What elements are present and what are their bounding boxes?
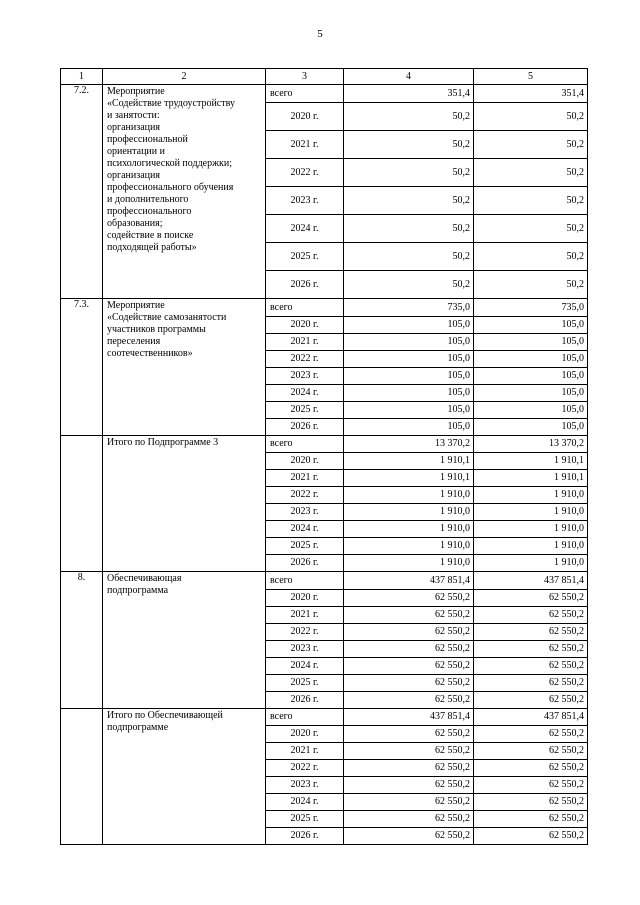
amount-cell-col5: 50,2 (474, 271, 588, 299)
header-cell-1: 1 (61, 69, 103, 85)
year-cell: 2025 г. (266, 402, 344, 419)
year-cell: 2020 г. (266, 103, 344, 131)
year-cell: 2021 г. (266, 334, 344, 351)
amount-cell-col5: 62 550,2 (474, 624, 588, 641)
amount-cell-col4: 1 910,1 (344, 470, 474, 487)
year-cell: 2023 г. (266, 368, 344, 385)
amount-cell-col5: 105,0 (474, 402, 588, 419)
amount-cell-col4: 437 851,4 (344, 709, 474, 726)
item-name-cell: Мероприятие «Содействие самозанятости участников программы переселения соотечественников» (103, 299, 266, 436)
year-cell: 2020 г. (266, 453, 344, 470)
amount-cell-col4: 62 550,2 (344, 828, 474, 845)
year-cell: 2024 г. (266, 215, 344, 243)
amount-cell-col4: 62 550,2 (344, 811, 474, 828)
amount-cell-col4: 1 910,0 (344, 538, 474, 555)
amount-cell-col4: 1 910,0 (344, 555, 474, 572)
amount-cell-col5: 105,0 (474, 419, 588, 436)
year-cell: 2024 г. (266, 658, 344, 675)
amount-cell-col5: 62 550,2 (474, 692, 588, 709)
year-cell: 2024 г. (266, 385, 344, 402)
table-row (61, 436, 588, 453)
amount-cell-col4: 50,2 (344, 271, 474, 299)
year-cell: 2023 г. (266, 187, 344, 215)
amount-cell-col4: 50,2 (344, 103, 474, 131)
year-cell: 2022 г. (266, 760, 344, 777)
amount-cell-col5: 62 550,2 (474, 760, 588, 777)
year-cell: всего (266, 572, 344, 590)
item-number-cell: 8. (61, 572, 103, 709)
amount-cell-col5: 13 370,2 (474, 436, 588, 453)
year-cell: 2026 г. (266, 555, 344, 572)
amount-cell-col5: 50,2 (474, 131, 588, 159)
amount-cell-col5: 62 550,2 (474, 811, 588, 828)
amount-cell-col5: 62 550,2 (474, 607, 588, 624)
amount-cell-col5: 1 910,0 (474, 487, 588, 504)
amount-cell-col5: 62 550,2 (474, 641, 588, 658)
year-cell: 2020 г. (266, 726, 344, 743)
amount-cell-col4: 50,2 (344, 215, 474, 243)
amount-cell-col5: 105,0 (474, 334, 588, 351)
amount-cell-col5: 62 550,2 (474, 658, 588, 675)
amount-cell-col4: 351,4 (344, 85, 474, 103)
year-cell: 2026 г. (266, 271, 344, 299)
amount-cell-col4: 62 550,2 (344, 624, 474, 641)
amount-cell-col4: 62 550,2 (344, 794, 474, 811)
header-row (61, 69, 588, 85)
amount-cell-col4: 62 550,2 (344, 641, 474, 658)
year-cell: 2025 г. (266, 538, 344, 555)
amount-cell-col5: 351,4 (474, 85, 588, 103)
amount-cell-col4: 62 550,2 (344, 658, 474, 675)
header-cell-3: 3 (266, 69, 344, 85)
year-cell: 2020 г. (266, 317, 344, 334)
amount-cell-col5: 50,2 (474, 187, 588, 215)
item-number-cell (61, 436, 103, 572)
year-cell: 2026 г. (266, 419, 344, 436)
table-row (61, 85, 588, 103)
amount-cell-col5: 62 550,2 (474, 590, 588, 607)
year-cell: 2024 г. (266, 521, 344, 538)
amount-cell-col5: 105,0 (474, 317, 588, 334)
year-cell: 2020 г. (266, 590, 344, 607)
amount-cell-col5: 1 910,1 (474, 453, 588, 470)
amount-cell-col4: 437 851,4 (344, 572, 474, 590)
budget-table (60, 68, 588, 845)
amount-cell-col4: 105,0 (344, 351, 474, 368)
amount-cell-col4: 50,2 (344, 159, 474, 187)
table-row (61, 299, 588, 317)
amount-cell-col5: 62 550,2 (474, 675, 588, 692)
year-cell: 2023 г. (266, 504, 344, 521)
table-row (61, 709, 588, 726)
amount-cell-col4: 62 550,2 (344, 726, 474, 743)
budget-table-body (61, 69, 588, 845)
amount-cell-col4: 105,0 (344, 419, 474, 436)
amount-cell-col4: 62 550,2 (344, 777, 474, 794)
amount-cell-col5: 1 910,0 (474, 521, 588, 538)
item-name-cell: Мероприятие «Содействие трудоустройству и занятости: организация профессиональной ориентации и психологической поддержки; организация профессионального обучения и дополнительного профессионального образования; содействие в поиске подходящей работы» (103, 85, 266, 299)
header-cell-4: 4 (344, 69, 474, 85)
amount-cell-col4: 50,2 (344, 243, 474, 271)
amount-cell-col4: 1 910,0 (344, 487, 474, 504)
amount-cell-col5: 50,2 (474, 243, 588, 271)
year-cell: 2024 г. (266, 794, 344, 811)
year-cell: 2023 г. (266, 641, 344, 658)
amount-cell-col4: 105,0 (344, 368, 474, 385)
year-cell: 2022 г. (266, 624, 344, 641)
year-cell: 2022 г. (266, 351, 344, 368)
amount-cell-col5: 1 910,0 (474, 555, 588, 572)
amount-cell-col4: 62 550,2 (344, 590, 474, 607)
year-cell: 2021 г. (266, 743, 344, 760)
amount-cell-col4: 105,0 (344, 385, 474, 402)
amount-cell-col4: 1 910,0 (344, 521, 474, 538)
year-cell: 2021 г. (266, 470, 344, 487)
header-cell-2: 2 (103, 69, 266, 85)
year-cell: 2025 г. (266, 243, 344, 271)
item-number-cell: 7.3. (61, 299, 103, 436)
year-cell: всего (266, 85, 344, 103)
amount-cell-col5: 1 910,1 (474, 470, 588, 487)
year-cell: 2023 г. (266, 777, 344, 794)
amount-cell-col4: 13 370,2 (344, 436, 474, 453)
amount-cell-col4: 62 550,2 (344, 760, 474, 777)
page-number: 5 (317, 28, 323, 40)
amount-cell-col4: 62 550,2 (344, 675, 474, 692)
amount-cell-col5: 62 550,2 (474, 777, 588, 794)
amount-cell-col5: 50,2 (474, 215, 588, 243)
amount-cell-col4: 105,0 (344, 334, 474, 351)
year-cell: всего (266, 299, 344, 317)
amount-cell-col5: 50,2 (474, 159, 588, 187)
amount-cell-col4: 62 550,2 (344, 743, 474, 760)
year-cell: 2026 г. (266, 828, 344, 845)
amount-cell-col5: 1 910,0 (474, 504, 588, 521)
amount-cell-col5: 105,0 (474, 351, 588, 368)
amount-cell-col4: 50,2 (344, 131, 474, 159)
year-cell: всего (266, 709, 344, 726)
amount-cell-col4: 735,0 (344, 299, 474, 317)
year-cell: 2026 г. (266, 692, 344, 709)
amount-cell-col4: 62 550,2 (344, 692, 474, 709)
year-cell: 2021 г. (266, 131, 344, 159)
amount-cell-col5: 735,0 (474, 299, 588, 317)
amount-cell-col5: 62 550,2 (474, 743, 588, 760)
year-cell: 2022 г. (266, 487, 344, 504)
amount-cell-col4: 62 550,2 (344, 607, 474, 624)
year-cell: 2022 г. (266, 159, 344, 187)
amount-cell-col4: 50,2 (344, 187, 474, 215)
item-number-cell: 7.2. (61, 85, 103, 299)
year-cell: 2021 г. (266, 607, 344, 624)
amount-cell-col5: 437 851,4 (474, 709, 588, 726)
year-cell: 2025 г. (266, 811, 344, 828)
amount-cell-col5: 1 910,0 (474, 538, 588, 555)
amount-cell-col5: 62 550,2 (474, 828, 588, 845)
year-cell: всего (266, 436, 344, 453)
amount-cell-col4: 105,0 (344, 402, 474, 419)
amount-cell-col5: 50,2 (474, 103, 588, 131)
amount-cell-col5: 105,0 (474, 385, 588, 402)
header-cell-5: 5 (474, 69, 588, 85)
year-cell: 2025 г. (266, 675, 344, 692)
amount-cell-col5: 62 550,2 (474, 726, 588, 743)
amount-cell-col5: 437 851,4 (474, 572, 588, 590)
item-number-cell (61, 709, 103, 845)
amount-cell-col5: 62 550,2 (474, 794, 588, 811)
amount-cell-col4: 105,0 (344, 317, 474, 334)
table-row (61, 572, 588, 590)
item-name-cell: Итого по Обеспечивающей подпрограмме (103, 709, 266, 845)
amount-cell-col5: 105,0 (474, 368, 588, 385)
amount-cell-col4: 1 910,1 (344, 453, 474, 470)
item-name-cell: Итого по Подпрограмме 3 (103, 436, 266, 572)
item-name-cell: Обеспечивающая подпрограмма (103, 572, 266, 709)
amount-cell-col4: 1 910,0 (344, 504, 474, 521)
